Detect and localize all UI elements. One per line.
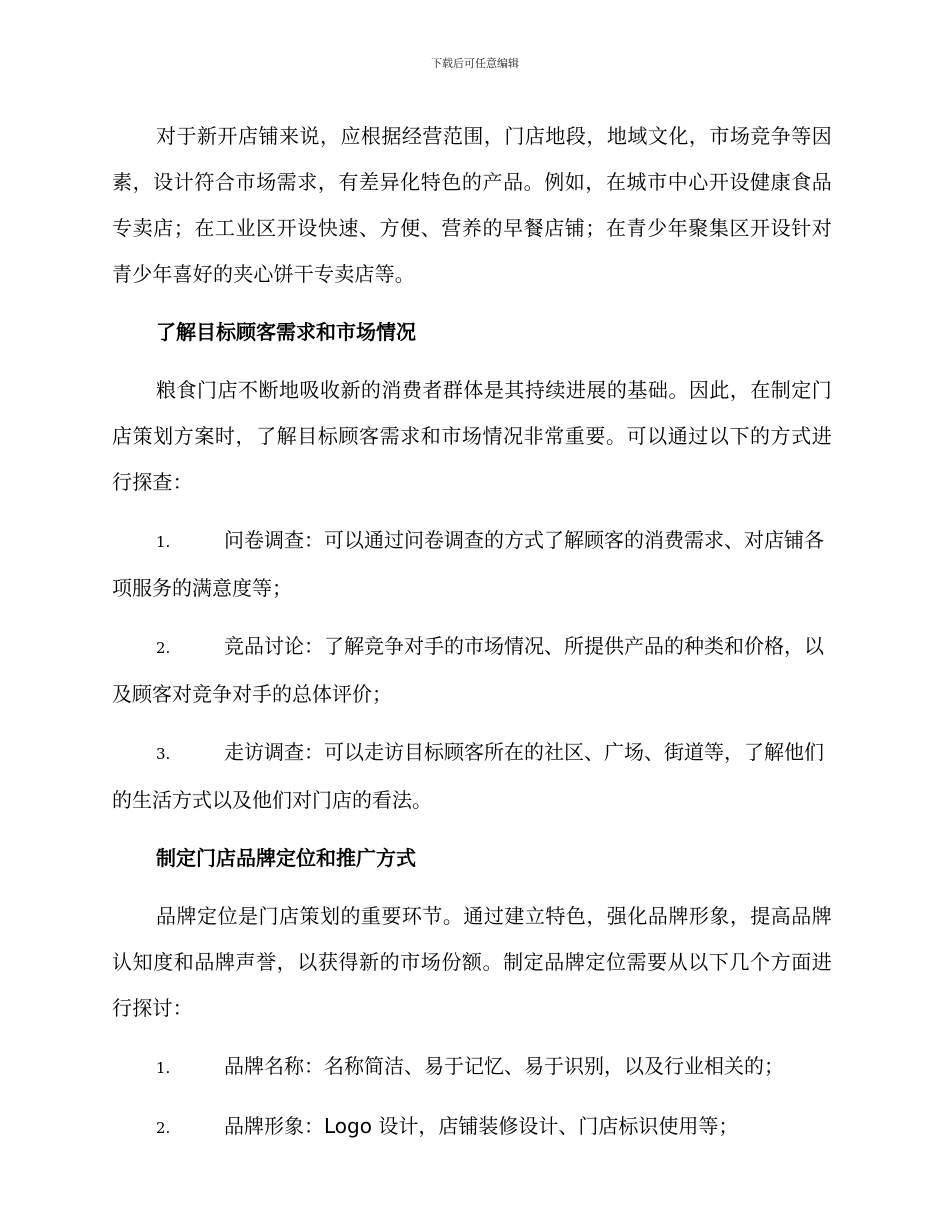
list-item-text: 走访调查：可以走访目标顾客所在的社区、广场、街道等，了解他们的生活方式以及他们对门店的看法。 — [112, 740, 824, 812]
list-item-text: 品牌名称：名称简洁、易于记忆、易于识别，以及行业相关的； — [224, 1054, 784, 1078]
list-item-number: 2. — [156, 639, 171, 657]
list-item-text: 品牌形象：Logo 设计，店铺装修设计、门店标识使用等； — [224, 1114, 739, 1138]
list-item-number: 3. — [156, 745, 171, 763]
list-item-text: 竞品讨论：了解竞争对手的市场情况、所提供产品的种类和价格，以及顾客对竞争对手的总体评价； — [112, 634, 824, 706]
list-item — [112, 1043, 832, 1091]
list-item-number: 2. — [156, 1119, 171, 1137]
section-heading-brand-positioning: 制定门店品牌定位和推广方式 — [156, 846, 416, 870]
page-header: 下载后可任意编辑 — [431, 57, 519, 70]
list-item — [112, 517, 832, 611]
list-item-number: 1. — [156, 533, 171, 551]
section-heading-customer-needs: 了解目标顾客需求和市场情况 — [156, 320, 416, 344]
list-item — [112, 623, 832, 717]
document-body — [112, 113, 832, 1163]
brand-positioning-paragraph: 品牌定位是门店策划的重要环节。通过建立特色，强化品牌形象，提高品牌认知度和品牌声誉，以获得新的市场份额。制定品牌定位需要从以下几个方面进行探讨： — [112, 904, 832, 1020]
customer-needs-paragraph: 粮食门店不断地吸收新的消费者群体是其持续进展的基础。因此，在制定门店策划方案时，了解目标顾客需求和市场情况非常重要。可以通过以下的方式进行探查： — [112, 378, 832, 494]
list-item-number: 1. — [156, 1059, 171, 1077]
list-item-text: 问卷调查：可以通过问卷调查的方式了解顾客的消费需求、对店铺各项服务的满意度等； — [112, 528, 824, 600]
intro-paragraph: 对于新开店铺来说，应根据经营范围，门店地段，地域文化，市场竞争等因素，设计符合市场需求，有差异化特色的产品。例如，在城市中心开设健康食品专卖店；在工业区开设快速、方便、营养的早餐店铺；在青少年聚集区开设针对青少年喜好的夹心饼干专卖店等。 — [112, 124, 832, 286]
list-item — [112, 729, 832, 823]
list-item — [112, 1103, 832, 1151]
